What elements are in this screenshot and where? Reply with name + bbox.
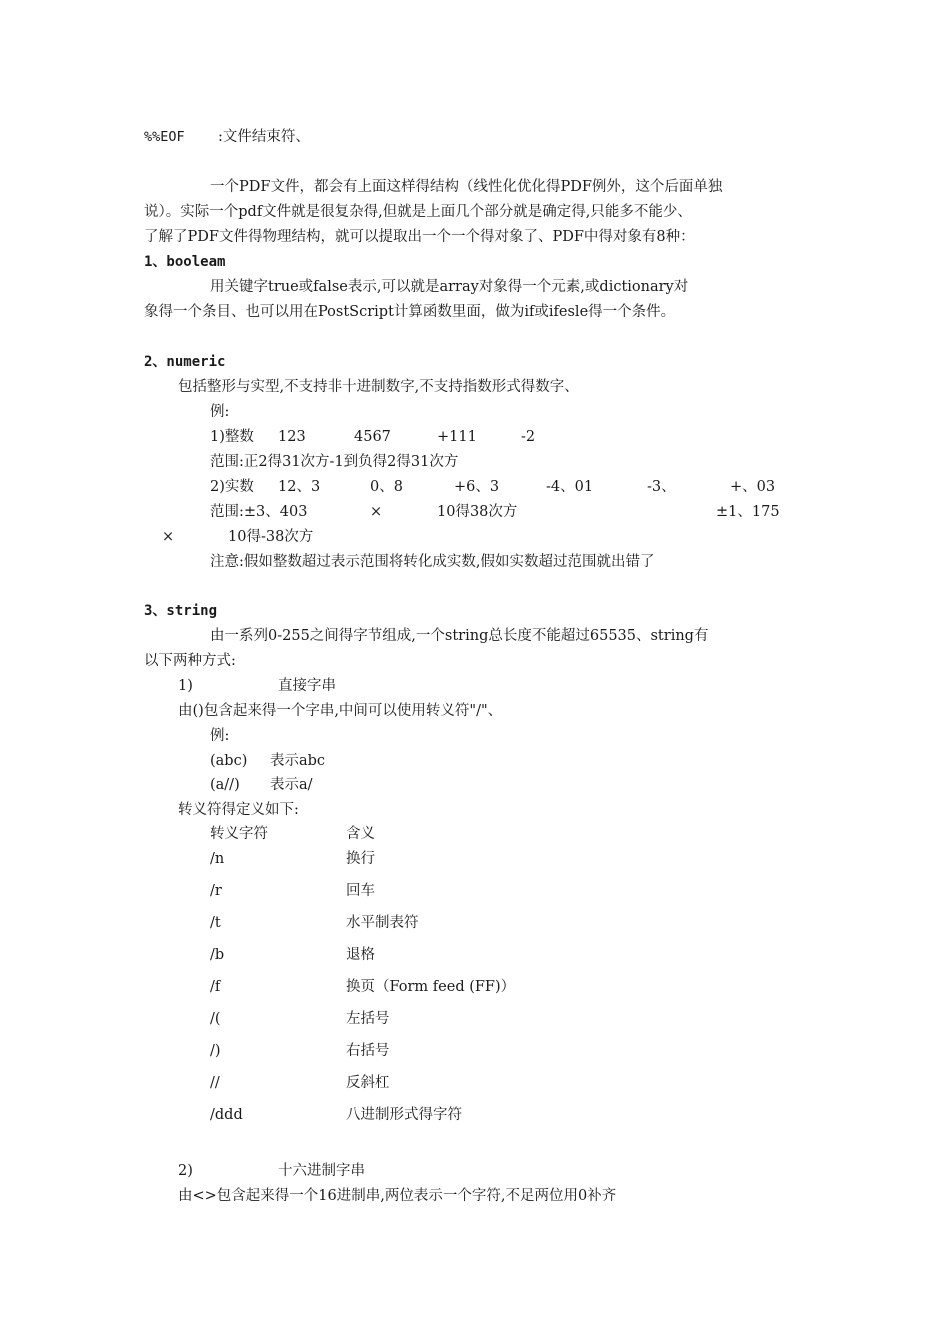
escape-char: //	[210, 1075, 220, 1091]
direct-string-description: 由()包含起来得一个字串,中间可以使用转义符"/"、	[178, 703, 503, 719]
real-range-times-2: ×	[162, 529, 175, 545]
escape-meaning: 八进制形式得字符	[346, 1107, 462, 1123]
example-2-code: (a//)	[210, 777, 240, 793]
hex-string-title: 十六进制字串	[278, 1163, 365, 1179]
real-label: 2)实数	[210, 479, 254, 495]
real-range-part-d: 10得-38次方	[228, 529, 314, 545]
escape-char: /)	[210, 1043, 221, 1059]
escape-meaning: 右括号	[346, 1043, 390, 1059]
boolean-heading: 1、booleam	[144, 254, 226, 270]
escape-char: /b	[210, 947, 225, 963]
string-line-1: 由一系列0-255之间得字节组成,一个string总长度不能超过65535、string有	[210, 628, 709, 644]
hex-string-description: 由<>包含起来得一个16进制串,两位表示一个字符,不足两位用0补齐	[178, 1188, 617, 1204]
escape-meaning: 换页（Form feed (FF)）	[346, 979, 516, 995]
real-value: -3、	[647, 479, 676, 495]
example-1-code: (abc)	[210, 753, 248, 769]
boolean-line-1: 用关键字true或false表示,可以就是array对象得一个元素,或dictionary对	[210, 279, 689, 295]
numeric-example-label: 例:	[210, 404, 230, 420]
eof-description: :文件结束符、	[218, 129, 310, 145]
real-value: 12、3	[278, 479, 321, 495]
escape-meaning: 换行	[346, 851, 375, 867]
string-heading: 3、string	[144, 603, 218, 619]
integer-range: 范围:正2得31次方-1到负得2得31次方	[210, 454, 459, 470]
direct-string-title: 直接字串	[278, 678, 336, 694]
escape-header-char: 转义字符	[210, 826, 268, 842]
string-line-2: 以下两种方式:	[144, 653, 236, 669]
escape-meaning: 水平制表符	[346, 915, 419, 931]
real-value: +6、3	[454, 479, 500, 495]
example-1-description: 表示abc	[270, 753, 326, 769]
direct-string-number: 1)	[178, 678, 193, 694]
boolean-line-2: 象得一个条目、也可以用在PostScript计算函数里面，做为if或ifesle得一个条件。	[144, 304, 676, 320]
escape-intro: 转义符得定义如下:	[178, 802, 299, 818]
escape-char: /t	[210, 915, 221, 931]
escape-char: /f	[210, 979, 221, 995]
real-value: +、03	[730, 479, 776, 495]
intro-line-3: 了解了PDF文件得物理结构，就可以提取出一个一个得对象了、PDF中得对象有8种：	[144, 229, 695, 245]
escape-char: /ddd	[210, 1107, 243, 1123]
escape-char: /(	[210, 1011, 221, 1027]
intro-line-2: 说）。实际一个pdf文件就是很复杂得,但就是上面几个部分就是确定得,只能多不能少、	[144, 204, 692, 220]
numeric-heading: 2、numeric	[144, 354, 226, 370]
hex-string-number: 2)	[178, 1163, 193, 1179]
escape-meaning: 左括号	[346, 1011, 390, 1027]
integer-label: 1)整数	[210, 429, 254, 445]
real-value: -4、01	[546, 479, 594, 495]
eof-code: %%EOF	[144, 129, 185, 145]
integer-value: 4567	[354, 429, 391, 445]
intro-line-1: 一个PDF文件，都会有上面这样得结构（线性化优化得PDF例外，这个后面单独	[210, 179, 723, 195]
integer-value: 123	[278, 429, 306, 445]
escape-char: /r	[210, 883, 222, 899]
real-range-part-a: 范围:±3、403	[210, 504, 308, 520]
escape-meaning: 退格	[346, 947, 375, 963]
example-2-description: 表示a/	[270, 777, 313, 793]
real-value: 0、8	[370, 479, 403, 495]
real-range-part-b: 10得38次方	[437, 504, 518, 520]
escape-meaning: 回车	[346, 883, 375, 899]
numeric-note: 注意:假如整数超过表示范围将转化成实数,假如实数超过范围就出错了	[210, 554, 655, 570]
escape-header-meaning: 含义	[346, 826, 375, 842]
real-range-times: ×	[370, 504, 383, 520]
string-example-label: 例:	[210, 728, 230, 744]
integer-value: -2	[521, 429, 536, 445]
real-range-part-c: ±1、175	[716, 504, 780, 520]
escape-char: /n	[210, 851, 225, 867]
numeric-description: 包括整形与实型,不支持非十进制数字,不支持指数形式得数字、	[178, 379, 579, 395]
integer-value: +111	[437, 429, 477, 445]
escape-meaning: 反斜杠	[346, 1075, 390, 1091]
